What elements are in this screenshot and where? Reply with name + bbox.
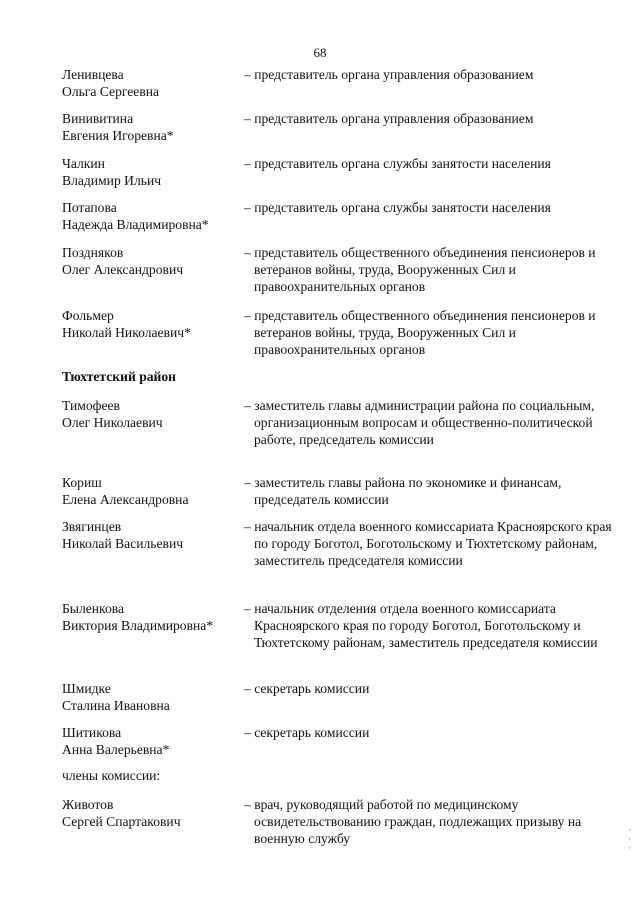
person-role: – заместитель главы района по экономике и финансам, председатель комиссии — [244, 475, 562, 507]
person-role: – представитель общественного объединения пенсионеров и ветеранов войны, труда, Вооруженных Сил и правоохранительных органов — [244, 308, 596, 357]
person-name — [62, 796, 242, 830]
given-names: Анна Валерьевна* — [62, 742, 170, 757]
surname: Чалкин — [62, 156, 105, 171]
person-role: – представитель органа управления образованием — [244, 111, 534, 126]
given-names: Виктория Владимировна* — [62, 618, 214, 633]
surname: Винивитина — [62, 111, 134, 126]
surname: Звягинцев — [62, 519, 122, 534]
person-role: – секретарь комиссии — [244, 681, 370, 696]
person-name — [62, 110, 242, 144]
person-role: – представитель органа службы занятости населения — [244, 200, 551, 215]
person-name — [62, 307, 242, 341]
surname: Животов — [62, 797, 114, 812]
given-names: Владимир Ильич — [62, 173, 162, 188]
given-names: Сергей Спартакович — [62, 814, 181, 829]
surname: Тимофеев — [62, 398, 120, 413]
given-names: Ольга Сергеевна — [62, 84, 160, 99]
scan-margin-marks: · · · — [628, 825, 631, 853]
person-role: – представитель органа службы занятости населения — [244, 156, 551, 171]
person-name — [62, 397, 242, 431]
person-name — [62, 244, 242, 278]
given-names: Евгения Игоревна* — [62, 128, 174, 143]
person-name — [62, 155, 242, 189]
given-names: Олег Александрович — [62, 262, 184, 277]
surname: Фольмер — [62, 308, 114, 323]
person-role: – врач, руководящий работой по медицинскому освидетельствованию граждан, подлежащих призыву на военную службу — [244, 797, 582, 846]
page-number: 68 — [313, 45, 327, 60]
person-name — [62, 724, 242, 758]
given-names: Надежда Владимировна* — [62, 217, 209, 232]
person-name — [62, 66, 242, 100]
person-name — [62, 474, 242, 508]
section-heading: Тюхтетский район — [62, 369, 177, 384]
person-name — [62, 518, 242, 552]
surname: Кориш — [62, 475, 102, 490]
person-role: – представитель общественного объединения пенсионеров и ветеранов войны, труда, Вооруженных Сил и правоохранительных органов — [244, 245, 596, 294]
surname: Быленкова — [62, 601, 125, 616]
person-role: – представитель органа управления образованием — [244, 67, 534, 82]
person-name — [62, 199, 242, 233]
given-names: Елена Александровна — [62, 492, 189, 507]
members-label: члены комиссии: — [62, 768, 161, 783]
given-names: Олег Николаевич — [62, 415, 163, 430]
given-names: Сталина Ивановна — [62, 698, 170, 713]
person-name — [62, 600, 242, 634]
given-names: Николай Васильевич — [62, 536, 184, 551]
surname: Шитикова — [62, 725, 122, 740]
person-role: – начальник отдела военного комиссариата Красноярского края по городу Боготол, Боготольскому и Тюхтетскому районам, заместитель председателя комиссии — [244, 519, 612, 568]
person-role: – начальник отделения отдела военного комиссариата Красноярского края по городу Боготол, Боготольскому и Тюхтетскому районам, заместитель председателя комиссии — [244, 601, 598, 650]
surname: Потапова — [62, 200, 117, 215]
surname: Шмидке — [62, 681, 111, 696]
person-role: – заместитель главы администрации района по социальным, организационным вопросам и общественно-политической работе, председатель комиссии — [244, 398, 595, 447]
person-role: – секретарь комиссии — [244, 725, 370, 740]
surname: Поздняков — [62, 245, 124, 260]
given-names: Николай Николаевич* — [62, 325, 191, 340]
person-name — [62, 680, 242, 714]
surname: Ленивцева — [62, 67, 124, 82]
